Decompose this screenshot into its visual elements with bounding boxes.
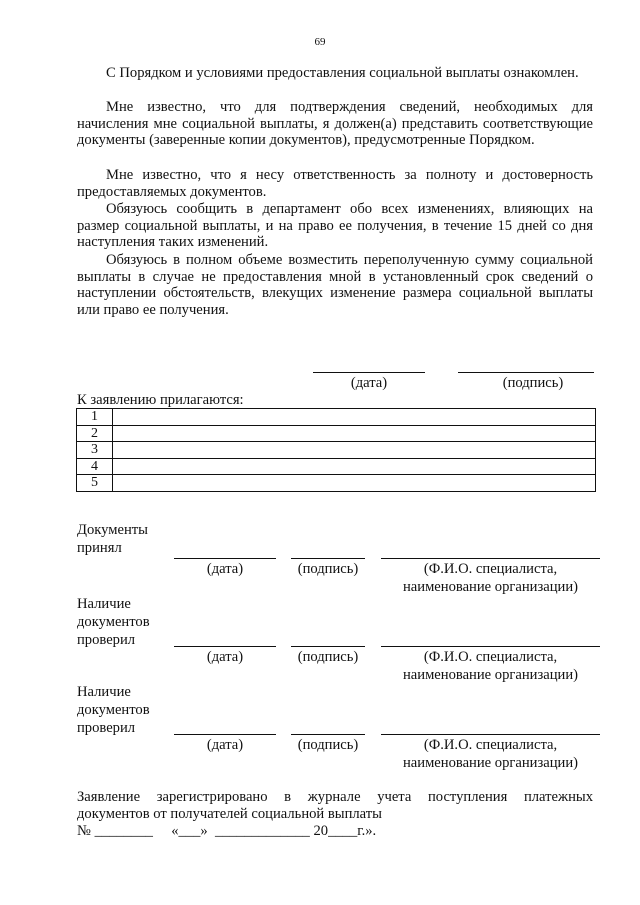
date-caption: (дата) — [350, 375, 388, 391]
attachment-cell[interactable] — [113, 442, 596, 459]
registration-line-2: документов от получателей социальной выплаты — [77, 806, 382, 822]
paragraph-notify-changes: Обязуюсь сообщить в департамент обо всех изменениях, влияющих на размер социальной выплаты, и на право ее получения, в течение 15 дней со дня наступления таких изменений. — [77, 201, 593, 251]
fio-line — [381, 734, 600, 735]
fio-caption: (Ф.И.О. специалиста, наименование организации) — [402, 737, 579, 771]
documents-checked-label: Наличие документов проверил — [77, 596, 150, 648]
table-row — [77, 458, 596, 475]
table-row — [77, 409, 596, 426]
table-row — [77, 425, 596, 442]
row-number: 1 — [77, 409, 113, 426]
documents-checked-label: Наличие документов проверил — [77, 684, 150, 736]
signature-caption: (подпись) — [297, 737, 359, 753]
table-row — [77, 475, 596, 492]
registration-number-date: № ________ «___» _____________ 20____г.». — [77, 823, 377, 839]
table-row — [77, 442, 596, 459]
date-caption: (дата) — [206, 737, 244, 753]
signature-line — [458, 372, 594, 373]
attachment-cell[interactable] — [113, 409, 596, 426]
date-line — [174, 646, 276, 647]
date-line — [174, 734, 276, 735]
paragraph-responsibility: Мне известно, что я несу ответственность за полноту и достоверность предоставляемых документов. — [77, 167, 593, 200]
row-number: 3 — [77, 442, 113, 459]
date-caption: (дата) — [206, 561, 244, 577]
registration-note — [77, 789, 593, 840]
signature-caption: (подпись) — [502, 375, 564, 391]
row-number: 4 — [77, 458, 113, 475]
documents-accepted-label: Документы принял — [77, 522, 148, 556]
date-line — [174, 558, 276, 559]
attachment-cell[interactable] — [113, 458, 596, 475]
date-caption: (дата) — [206, 649, 244, 665]
signature-line — [291, 734, 365, 735]
signature-caption: (подпись) — [297, 649, 359, 665]
paragraph-acknowledged: С Порядком и условиями предоставления социальной выплаты ознакомлен. — [106, 65, 579, 81]
row-number: 5 — [77, 475, 113, 492]
attachments-table — [76, 408, 596, 492]
paragraph-refund-obligation: Обязуюсь в полном объеме возместить переполученную сумму социальной выплаты в случае не предоставления мной в установленный срок сведений о наступлении обстоятельств, влекущих изменение размера социальной выплаты или право ее получения. — [77, 252, 593, 318]
fio-caption: (Ф.И.О. специалиста, наименование организации) — [402, 561, 579, 595]
date-signature-line — [313, 372, 425, 373]
paragraph-documents-required: Мне известно, что для подтверждения сведений, необходимых для начисления мне социальной выплаты, я должен(а) представить соответствующие документы (заверенные копии документов), предусмотренные Порядком. — [77, 99, 593, 149]
fio-line — [381, 646, 600, 647]
registration-line-1: Заявление зарегистрировано в журнале учета поступления платежных — [77, 789, 593, 805]
row-number: 2 — [77, 425, 113, 442]
attachment-cell[interactable] — [113, 475, 596, 492]
signature-line — [291, 558, 365, 559]
fio-caption: (Ф.И.О. специалиста, наименование организации) — [402, 649, 579, 683]
signature-line — [291, 646, 365, 647]
signature-caption: (подпись) — [297, 561, 359, 577]
attachment-cell[interactable] — [113, 425, 596, 442]
page-number: 69 — [314, 36, 326, 48]
fio-line — [381, 558, 600, 559]
attachments-title: К заявлению прилагаются: — [77, 392, 244, 408]
